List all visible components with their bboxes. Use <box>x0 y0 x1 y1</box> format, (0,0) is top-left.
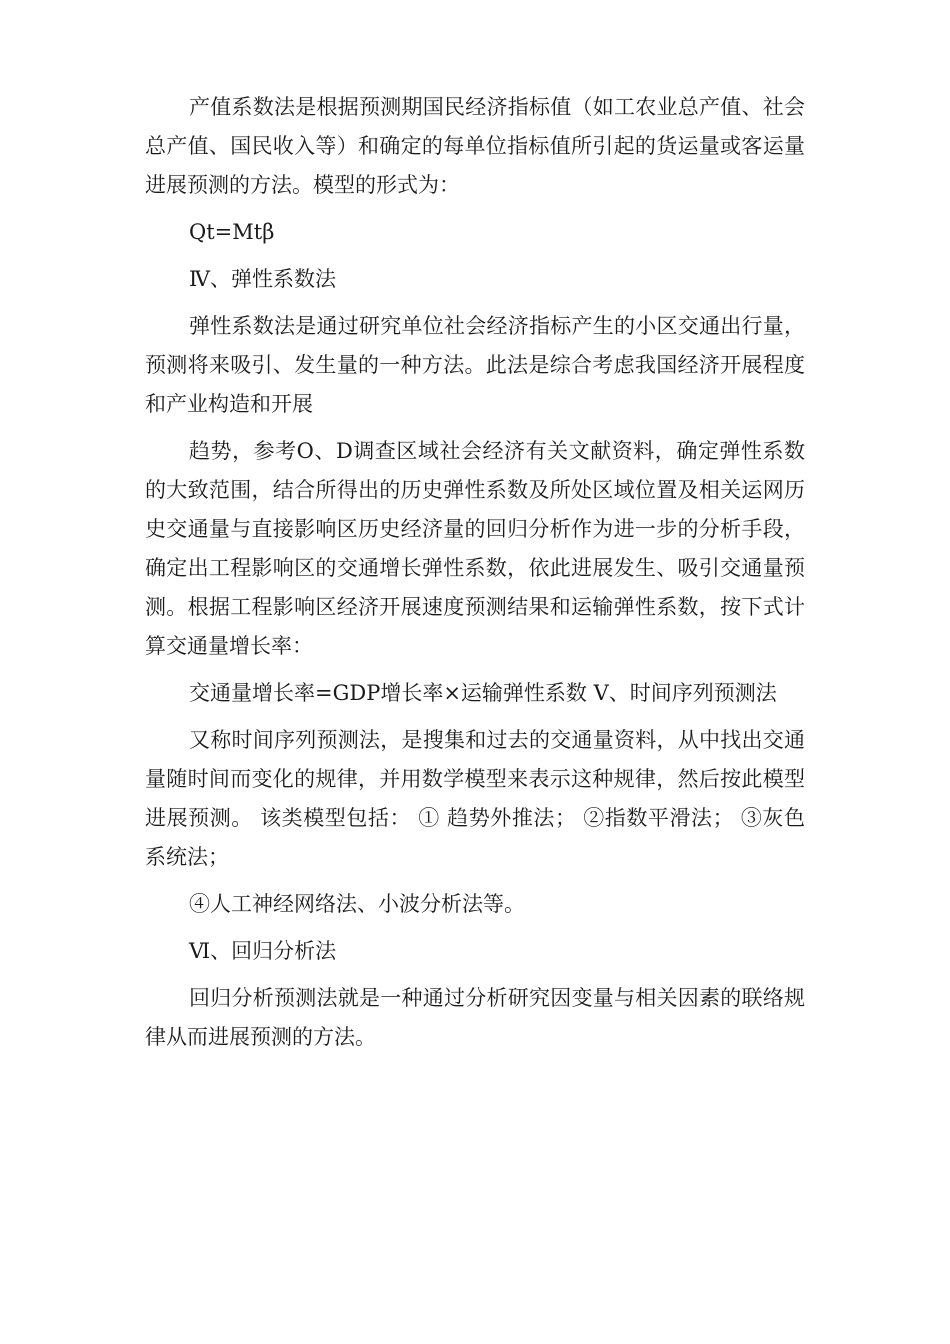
paragraph-regression: 回归分析预测法就是一种通过分析研究因变量与相关因素的联络规律从而进展预测的方法。 <box>145 986 805 1049</box>
heading-regression-method: Ⅵ、回归分析法 <box>189 939 337 963</box>
document-body <box>145 88 805 1065</box>
paragraph-neural-network: ④人工神经网络法、小波分析法等。 <box>189 892 525 916</box>
paragraph-output-coefficient-method: 产值系数法是根据预测期国民经济指标值（如工农业总产值、社会总产值、国民收入等）和确定的每单位指标值所引起的货运量或客运量进展预测的方法。模型的形式为： <box>145 95 805 197</box>
formula-qt: Qt=Mtβ <box>189 220 275 244</box>
paragraph-time-series: 又称时间序列预测法，是搜集和过去的交通量资料，从中找出交通量随时间而变化的规律，并用数学模型来表示这种规律，然后按此模型进展预测。 该类模型包括： ① 趋势外推法； ②指数平滑法； ③灰色系统法； <box>145 728 805 869</box>
paragraph-growth-rate-formula: 交通量增长率=GDP增长率×运输弹性系数 Ⅴ、时间序列预测法 <box>189 681 777 705</box>
paragraph-trend: 趋势，参考O、D调查区域社会经济有关文献资料，确定弹性系数的大致范围，结合所得出的历史弹性系数及所处区域位置及相关运网历史交通量与直接影响区历史经济量的回归分析作为进一步的分析手段，确定出工程影响区的交通增长弹性系数，依此进展发生、吸引交通量预测。根据工程影响区经济开展速度预测结果和运输弹性系数，按下式计算交通量增长率： <box>145 439 805 658</box>
heading-elasticity-method: Ⅳ、弹性系数法 <box>189 267 336 291</box>
paragraph-elasticity-method: 弹性系数法是通过研究单位社会经济指标产生的小区交通出行量，预测将来吸引、发生量的一种方法。此法是综合考虑我国经济开展程度和产业构造和开展 <box>145 314 805 416</box>
